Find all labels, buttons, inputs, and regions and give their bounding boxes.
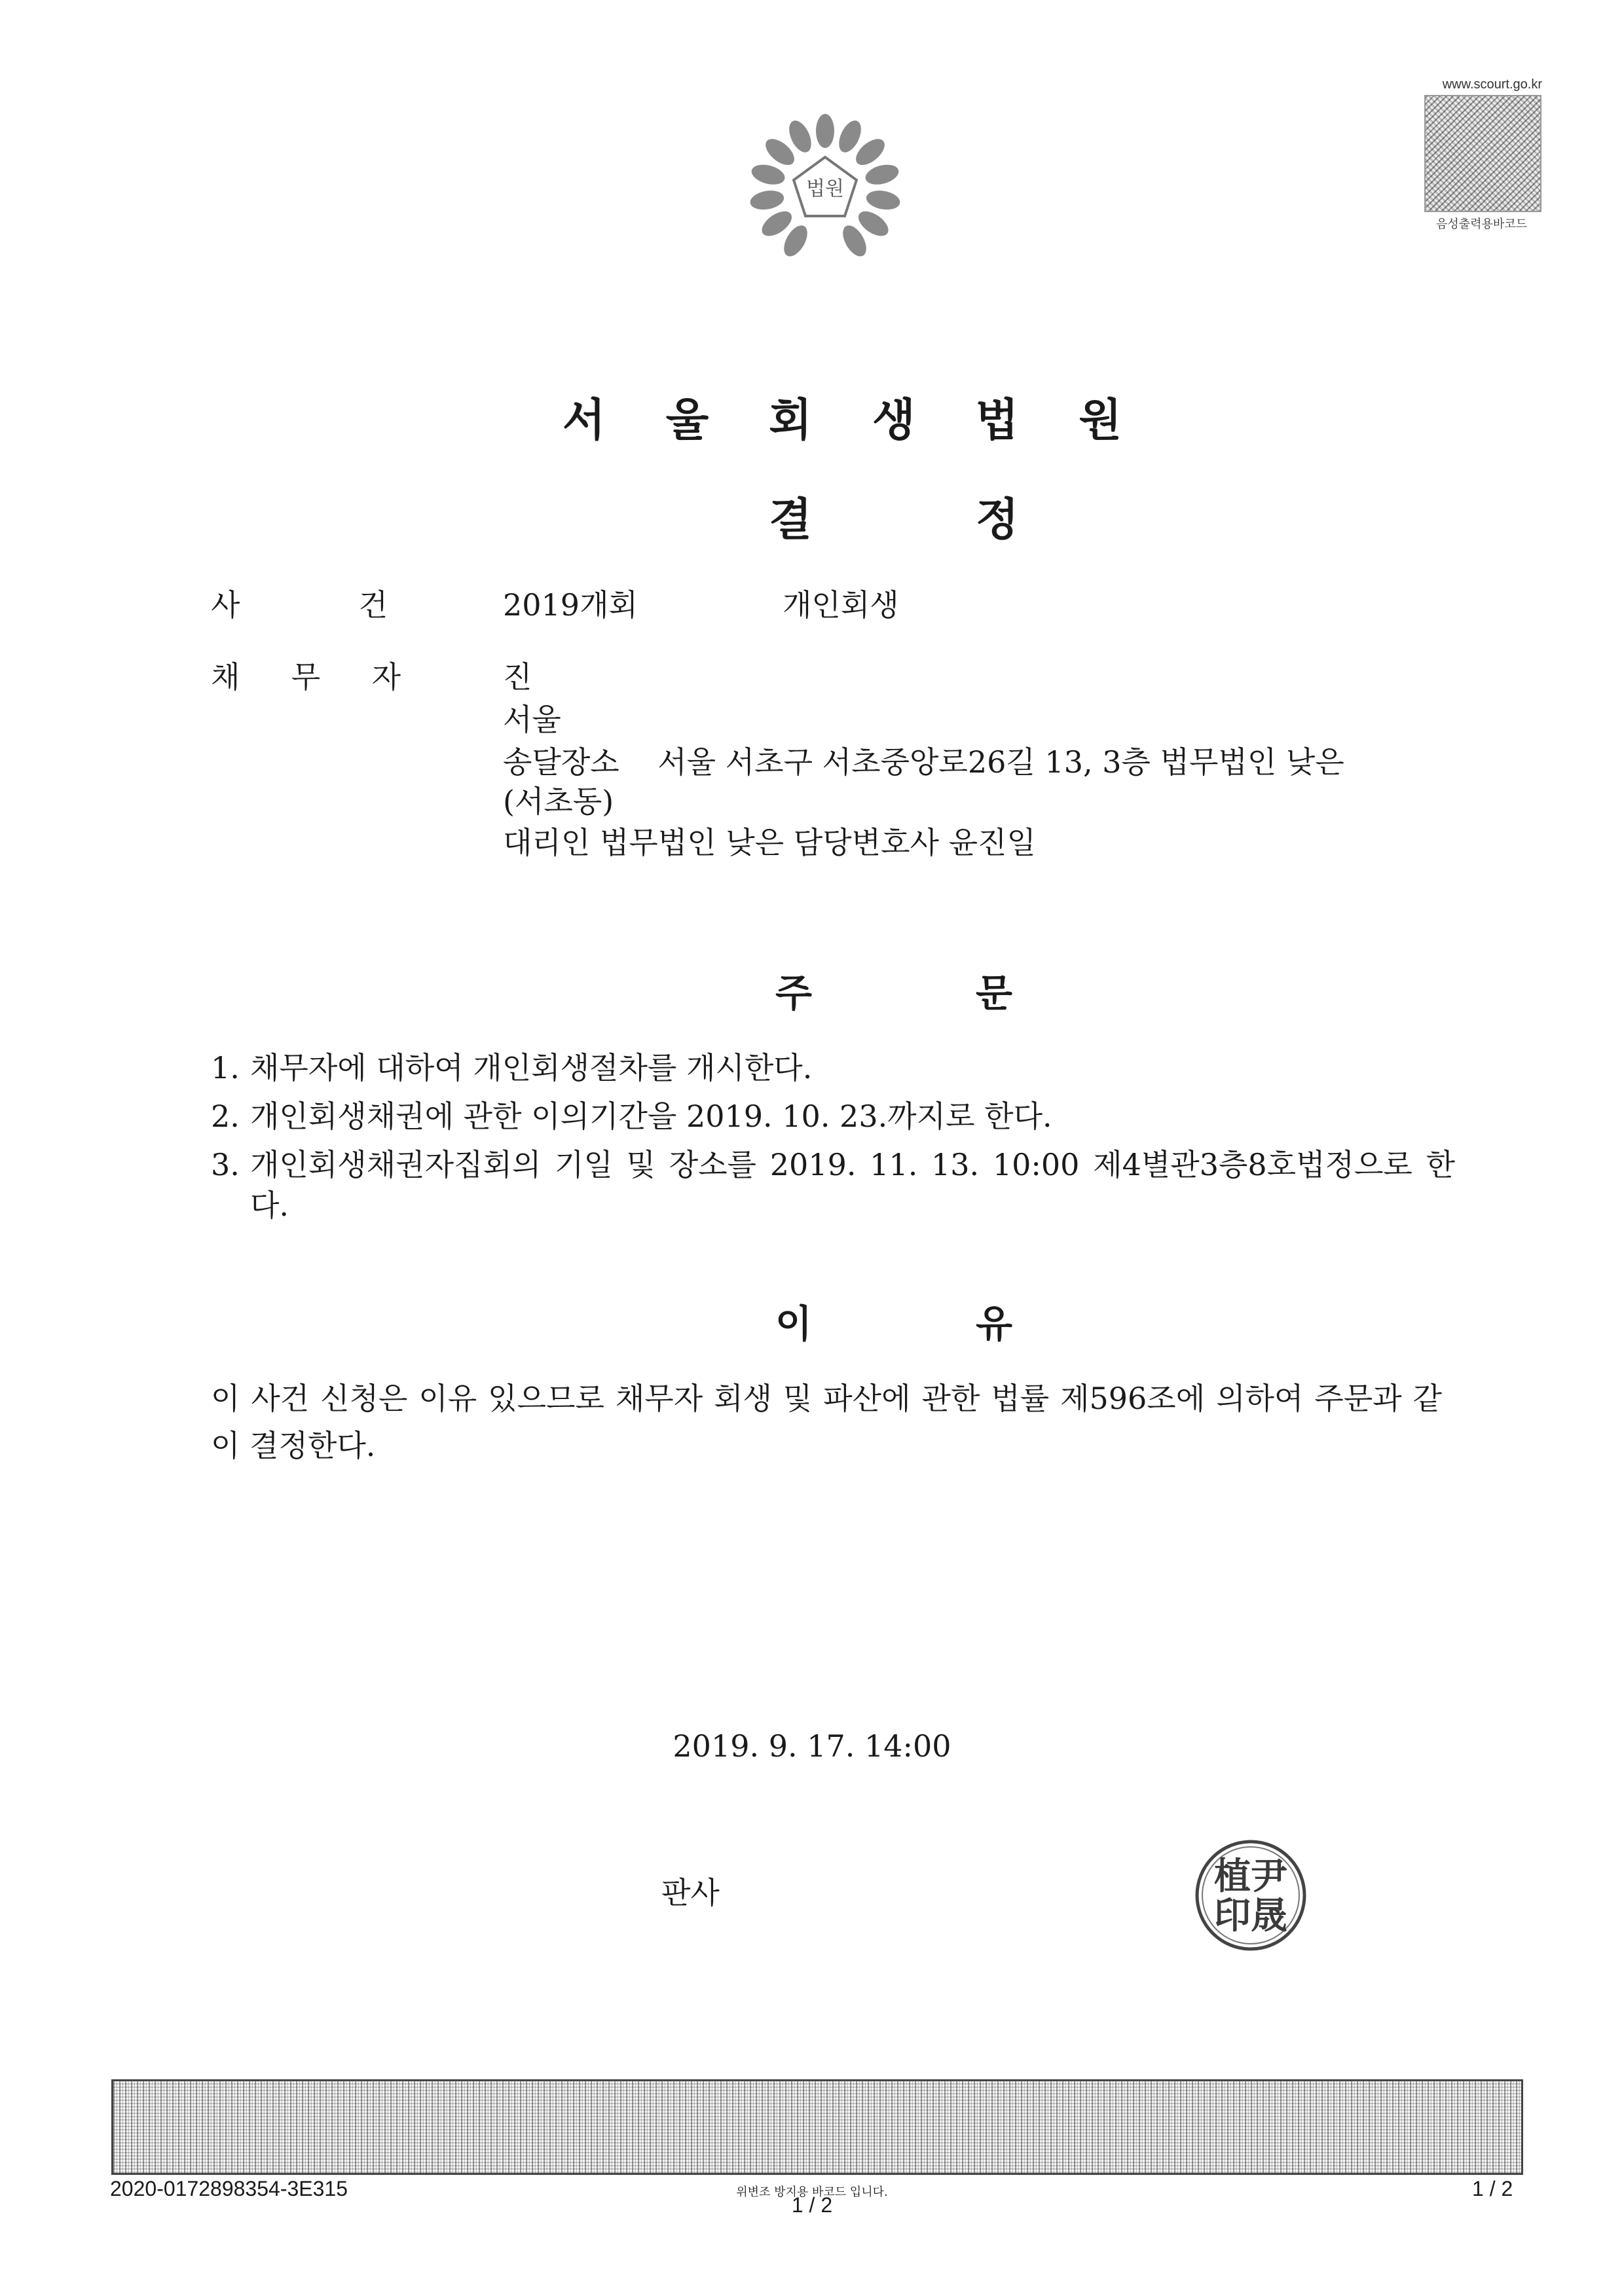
order-item bbox=[211, 1096, 1455, 1137]
order-item-text: 채무자에 대하여 개인회생절차를 개시한다. bbox=[250, 1050, 813, 1085]
reason-text: 이 사건 신청은 이유 있으므로 채무자 회생 및 파산에 관한 법률 제596조에 의하여 주문과 같이 결정한다. bbox=[211, 1381, 1442, 1463]
debtor-service-place: 송달장소 서울 서초구 서초중앙로26길 13, 3층 법무법인 낮은 bbox=[503, 744, 1344, 780]
qr-label: 음성출력용바코드 bbox=[1435, 217, 1528, 231]
order-item-text: 개인회생채권자집회의 기일 및 장소를 2019. 11. 13. 10:00 제4별관3층8호법정으로 한다. bbox=[250, 1147, 1455, 1223]
anti-forgery-barcode bbox=[111, 2079, 1523, 2175]
court-seal-emblem bbox=[747, 111, 904, 268]
page-number: 1 / 2 bbox=[1472, 2177, 1513, 2200]
judge-label: 판사 bbox=[661, 1875, 720, 1910]
debtor-label-char: 채 bbox=[211, 659, 240, 695]
case-label-char: 건 bbox=[358, 587, 388, 623]
qr-url: www.scourt.go.kr bbox=[1442, 77, 1542, 92]
order-list bbox=[211, 1048, 1455, 1233]
debtor-label-char: 자 bbox=[371, 659, 401, 695]
order-item-number: 3. bbox=[211, 1147, 240, 1182]
court-name: 서울회생법원 bbox=[562, 395, 1183, 446]
debtor-agent: 대리인 법무법인 낮은 담당변호사 윤진일 bbox=[503, 825, 1036, 860]
decision-date: 2019. 9. 17. 14:00 bbox=[673, 1728, 951, 1764]
order-heading: 주문 bbox=[775, 971, 1177, 1015]
case-type: 개인회생 bbox=[783, 587, 899, 623]
seal-text: 법원 bbox=[806, 177, 844, 200]
debtor-service-place-cont: (서초동) bbox=[503, 784, 614, 819]
svg-text:印晟: 印晟 bbox=[1214, 1894, 1287, 1937]
case-label bbox=[211, 586, 388, 624]
document-id: 2020-0172898354-3E315 bbox=[110, 2177, 348, 2200]
order-item bbox=[211, 1048, 1455, 1088]
debtor-name: 진 bbox=[503, 659, 532, 695]
case-number: 2019개회 bbox=[503, 587, 638, 623]
barcode-note: 위변조 방지용 바코드 입니다. bbox=[736, 2185, 888, 2199]
voice-output-barcode bbox=[1424, 95, 1541, 212]
debtor-label bbox=[211, 658, 401, 696]
judge-seal-stamp bbox=[1192, 1836, 1310, 1954]
center-page-number: 1 / 2 bbox=[791, 2193, 833, 2217]
debtor-address: 서울 bbox=[503, 702, 561, 737]
order-item-text: 개인회생채권에 관한 이의기간을 2019. 10. 23.까지로 한다. bbox=[250, 1099, 1052, 1134]
document-title: 결정 bbox=[769, 494, 1183, 546]
debtor-label-char: 무 bbox=[291, 659, 321, 695]
case-label-char: 사 bbox=[211, 587, 240, 623]
order-item-number: 1. bbox=[211, 1050, 240, 1085]
reason-heading: 이유 bbox=[775, 1302, 1177, 1346]
order-item-number: 2. bbox=[211, 1099, 240, 1134]
svg-text:植尹: 植尹 bbox=[1214, 1855, 1287, 1898]
order-item bbox=[211, 1144, 1455, 1226]
